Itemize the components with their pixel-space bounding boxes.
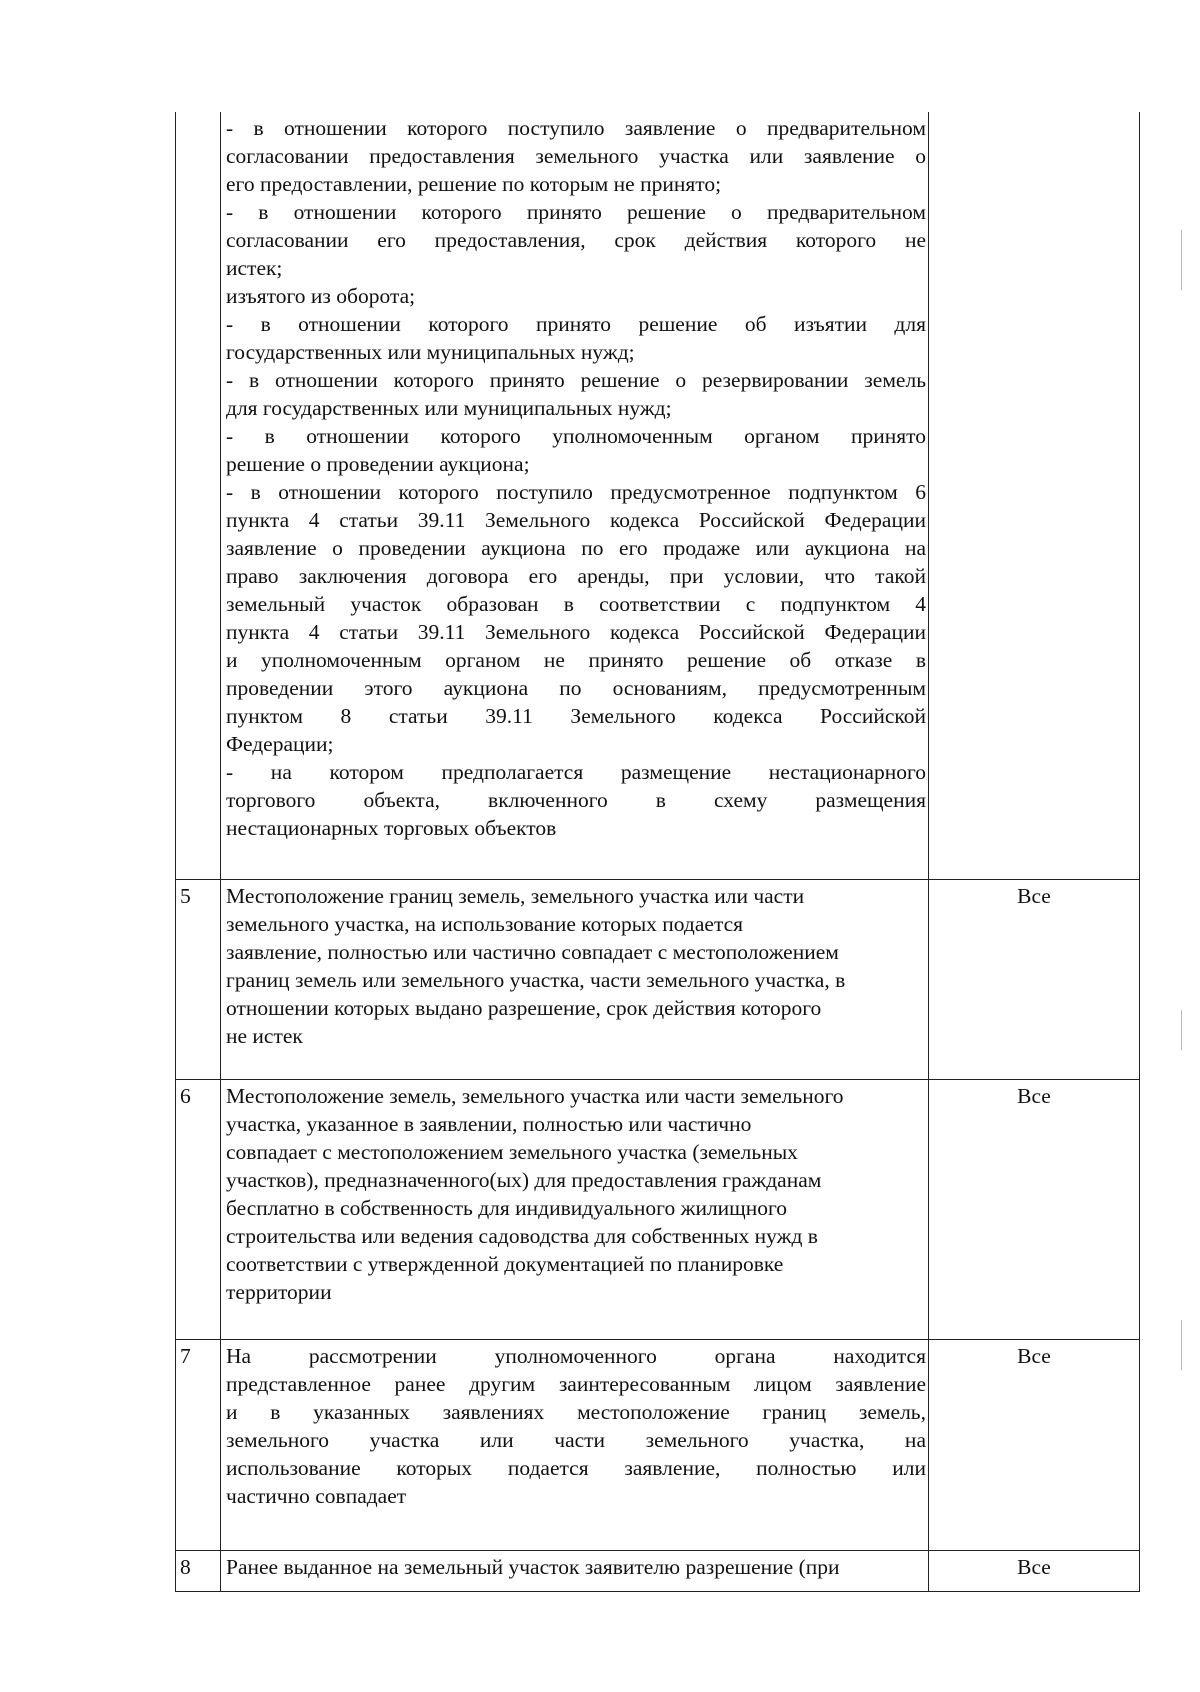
text-line: участка, указанное в заявлении, полностью или частично: [226, 1112, 752, 1136]
text-line: соответствии с утвержденной документацией по планировке: [226, 1252, 784, 1276]
text-line: решение о проведении аукциона;: [226, 452, 530, 476]
document-table: [175, 112, 1140, 1592]
text-line: право заключения договора его аренды, при условии, что такой: [226, 564, 926, 588]
condition-cell: [221, 880, 929, 1080]
text-line: - в отношении которого поступило заявление о предварительном: [226, 116, 926, 140]
text-line: истек;: [226, 256, 283, 280]
text-line: не истек: [226, 1024, 303, 1048]
applicability-cell: Все: [929, 880, 1140, 1080]
row-number-cell: [176, 112, 221, 880]
text-line: участков), предназначенного(ых) для предоставления гражданам: [226, 1168, 822, 1192]
text-line: проведении этого аукциона по основаниям, предусмотренным: [226, 676, 926, 700]
table-row: [176, 1551, 1140, 1592]
condition-cell: [221, 1340, 929, 1551]
table-row: [176, 1340, 1140, 1551]
row-number-cell: 5: [176, 880, 221, 1080]
scan-edge-mark: [1181, 230, 1182, 290]
text-line: На рассмотрении уполномоченного органа находится: [226, 1344, 926, 1368]
text-line: - на котором предполагается размещение нестационарного: [226, 760, 926, 784]
text-line: частично совпадает: [226, 1484, 407, 1508]
text-line: и уполномоченным органом не принято решение об отказе в: [226, 648, 926, 672]
text-line: представленное ранее другим заинтересованным лицом заявление: [226, 1372, 926, 1396]
text-line: согласовании его предоставления, срок действия которого не: [226, 228, 926, 252]
text-line: заявление о проведении аукциона по его продаже или аукциона на: [226, 536, 926, 560]
table-row: [176, 112, 1140, 880]
text-line: бесплатно в собственность для индивидуального жилищного: [226, 1196, 788, 1220]
text-line: - в отношении которого принято решение об изъятии для: [226, 312, 926, 336]
text-line: Ранее выданное на земельный участок заявителю разрешение (при: [226, 1555, 840, 1579]
text-line: для государственных или муниципальных нужд;: [226, 396, 672, 420]
text-line: - в отношении которого принято решение о резервировании земель: [226, 368, 926, 392]
scan-edge-mark: [1181, 1010, 1182, 1050]
row-number-cell: 7: [176, 1340, 221, 1551]
text-line: его предоставлении, решение по которым не принято;: [226, 172, 722, 196]
text-line: пунктом 8 статьи 39.11 Земельного кодекса Российской: [226, 704, 926, 728]
text-line: совпадает с местоположением земельного участка (земельных: [226, 1140, 798, 1164]
applicability-cell: [929, 112, 1140, 880]
text-line: Местоположение земель, земельного участка или части земельного: [226, 1084, 844, 1108]
text-line: пункта 4 статьи 39.11 Земельного кодекса Российской Федерации: [226, 620, 926, 644]
text-line: - в отношении которого уполномоченным органом принято: [226, 424, 926, 448]
text-line: Местоположение границ земель, земельного участка или части: [226, 884, 805, 908]
text-line: - в отношении которого поступило предусмотренное подпунктом 6: [226, 480, 926, 504]
row-number-cell: 8: [176, 1551, 221, 1592]
text-line: строительства или ведения садоводства для собственных нужд в: [226, 1224, 818, 1248]
applicability-cell: Все: [929, 1340, 1140, 1551]
text-line: территории: [226, 1280, 332, 1304]
condition-cell: [221, 1551, 929, 1592]
text-line: границ земель или земельного участка, части земельного участка, в: [226, 968, 846, 992]
text-line: и в указанных заявлениях местоположение границ земель,: [226, 1400, 926, 1424]
text-line: земельного участка, на использование которых подается: [226, 912, 744, 936]
text-line: изъятого из оборота;: [226, 284, 416, 308]
applicability-cell: Все: [929, 1551, 1140, 1592]
text-line: земельного участка или части земельного участка, на: [226, 1428, 926, 1452]
scan-edge-mark: [1181, 1320, 1182, 1370]
text-line: земельный участок образован в соответствии с подпунктом 4: [226, 592, 926, 616]
text-line: государственных или муниципальных нужд;: [226, 340, 635, 364]
text-line: торгового объекта, включенного в схему размещения: [226, 788, 926, 812]
row-number-cell: 6: [176, 1080, 221, 1340]
text-line: Федерации;: [226, 732, 334, 756]
text-line: согласовании предоставления земельного участка или заявление о: [226, 144, 926, 168]
applicability-cell: Все: [929, 1080, 1140, 1340]
table-row: [176, 880, 1140, 1080]
text-line: пункта 4 статьи 39.11 Земельного кодекса Российской Федерации: [226, 508, 926, 532]
condition-cell: [221, 112, 929, 880]
text-line: отношении которых выдано разрешение, срок действия которого: [226, 996, 822, 1020]
text-line: заявление, полностью или частично совпадает с местоположением: [226, 940, 839, 964]
table-row: [176, 1080, 1140, 1340]
condition-cell: [221, 1080, 929, 1340]
text-line: - в отношении которого принято решение о предварительном: [226, 200, 926, 224]
text-line: нестационарных торговых объектов: [226, 816, 557, 840]
text-line: использование которых подается заявление, полностью или: [226, 1456, 926, 1480]
